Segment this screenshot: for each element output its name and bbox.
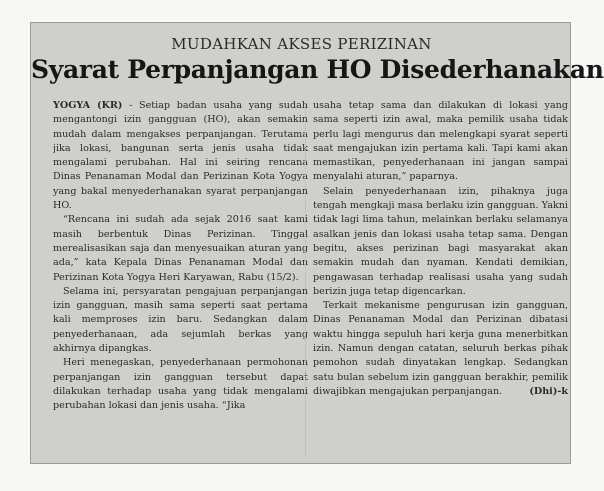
article-paragraph: “Rencana ini sudah ada sejak 2016 saat kami masih berbentuk Dinas Perizinan. Tinggal merealisasikan saja dan menyesuaikan aturan yang ada,” kata Kepala Dinas Penanaman Modal dan Perizinan Kota Yogya Heri Karyawan, Rabu (15/2). bbox=[53, 214, 308, 283]
article-paragraph: Selain penyederhanaan izin, pihaknya juga tengah mengkaji masa berlaku izin gangguan. Yakni tidak lagi lima tahun, melainkan berlaku selamanya asalkan jenis dan lokasi usaha tetap sama. Dengan begitu, akses perizinan bagi masyarakat akan semakin mudah dan nyaman. Kendati demikian, pengawasan terhadap realisasi usaha yang sudah berizin juga tetap digencarkan. bbox=[313, 185, 568, 297]
article-headline: Syarat Perpanjangan HO Disederhanakan bbox=[31, 55, 604, 84]
article-kicker: MUDAHKAN AKSES PERIZINAN bbox=[171, 35, 432, 53]
article-paragraph-text: - Setiap badan usaha yang sudah mengantongi izin gangguan (HO), akan semakin mudah dalam mengakses perpanjangan. Terutama jika lokasi, bangunan serta jenis usaha tidak mengalami perubahan. Hal ini seiring rencana Dinas Penanaman Modal dan Perizinan Kota Yogya yang bakal menyederhanakan syarat perpanjangan HO. bbox=[53, 100, 308, 212]
article-paragraph bbox=[53, 99, 308, 213]
newspaper-clipping bbox=[30, 22, 604, 464]
article-paragraph-text: Terkait mekanisme pengurusan izin gangguan, Dinas Penanaman Modal dan Perizinan dibatasi waktu hingga sepuluh hari kerja guna menerbitkan izin. Namun dengan catatan, seluruh berkas pihak pemohon sudah dinyatakan lengkap. Sedangkan satu bulan sebelum izin gangguan berakhir, pemilik diwajibkan mengajukan perpanjangan. bbox=[313, 300, 568, 397]
article-column-right bbox=[313, 99, 568, 459]
article-paragraph bbox=[313, 299, 568, 399]
article-paragraph: Heri menegaskan, penyederhanaan permohonan perpanjangan izin gangguan tersebut dapat dilakukan terhadap usaha yang tidak mengalami perubahan lokasi dan jenis usaha. “Jika bbox=[53, 357, 308, 412]
article-column-left bbox=[53, 99, 308, 459]
article-paragraph: usaha tetap sama dan dilakukan di lokasi yang sama seperti izin awal, maka pemilik usaha tidak perlu lagi mengurus dan melengkapi syarat seperti saat mengajukan izin pertama kali. Tapi kami akan memastikan, penyederhanaan ini jangan sampai menyalahi aturan,” paparnya. bbox=[313, 100, 568, 183]
article-byline: (Dhi)-k bbox=[529, 385, 568, 397]
article-dateline: YOGYA (KR) bbox=[53, 100, 123, 111]
article-paragraph: Selama ini, persyaratan pengajuan perpanjangan izin gangguan, masih sama seperti saat pertama kali memproses izin baru. Sedangkan dalam penyederhanaan, ada sejumlah berkas yang akhirnya dipangkas. bbox=[53, 285, 308, 355]
column-divider bbox=[305, 103, 306, 455]
